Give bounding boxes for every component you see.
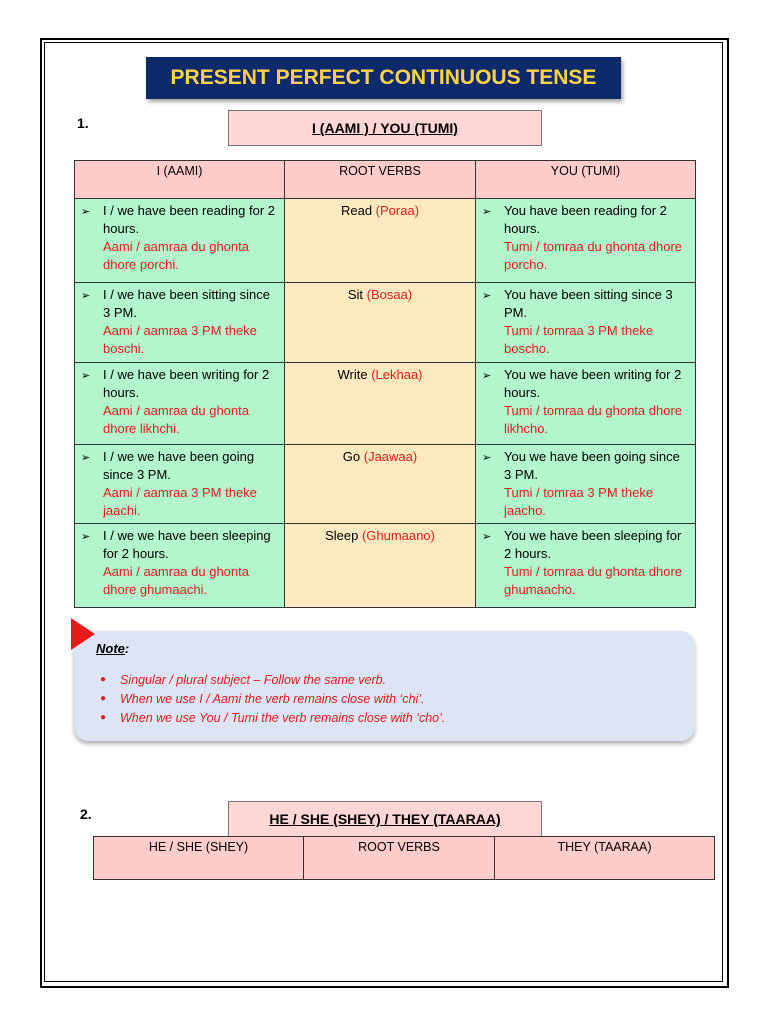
root-verb: Sleep [325, 528, 359, 543]
english-sentence: You have been sitting since 3 PM. [504, 287, 673, 320]
root-verb-bangla: (Poraa) [375, 203, 420, 218]
you-cell [476, 524, 696, 608]
note-title: Note: [96, 641, 130, 656]
arrow-bullet-icon: ➢ [482, 370, 492, 382]
section-2-heading: HE / SHE (SHEY) / THEY (TAARAA) [228, 801, 542, 837]
english-sentence: I / we have been reading for 2 hours. [103, 203, 276, 236]
page-title: PRESENT PERFECT CONTINUOUS TENSE [146, 57, 621, 99]
i-cell [75, 199, 285, 283]
arrow-bullet-icon: ➢ [81, 452, 91, 464]
section-1-heading: I (AAMI ) / YOU (TUMI) [228, 110, 542, 146]
english-sentence: You we have been writing for 2 hours. [504, 367, 682, 400]
bangla-sentence: Tumi / tomraa du ghonta dhore likhcho. [504, 403, 683, 436]
root-verb-bangla: (Bosaa) [366, 287, 413, 302]
root-verb-bangla: (Ghumaano) [361, 528, 435, 543]
root-verb: Read [340, 203, 373, 218]
english-sentence: You have been reading for 2 hours. [504, 203, 667, 236]
table-row [75, 199, 696, 283]
i-cell [75, 363, 285, 445]
section-1-table [74, 160, 696, 608]
bangla-sentence: Tumi / tomraa 3 PM theke jaacho. [504, 485, 654, 518]
english-sentence: You we have been going since 3 PM. [504, 449, 680, 482]
root-verb-bangla: (Lekhaa) [371, 367, 423, 382]
table-row [75, 524, 696, 608]
section-2-number: 2. [80, 806, 92, 822]
table-header-row [94, 837, 715, 880]
table-row [75, 363, 696, 445]
bangla-sentence: Tumi / tomraa du ghonta dhore porcho. [504, 239, 683, 272]
note-list [100, 670, 445, 727]
root-verb-cell [285, 524, 476, 608]
root-verb: Sit [347, 287, 363, 302]
arrow-bullet-icon: ➢ [81, 370, 91, 382]
root-verb-cell [285, 363, 476, 445]
you-cell [476, 283, 696, 363]
note-item: ● When we use I / Aami the verb remains close with ‘chi’. [100, 691, 425, 706]
bullet-dot-icon: ● [100, 712, 107, 723]
table-header-row [75, 161, 696, 199]
english-sentence: I / we we have been going since 3 PM. [103, 449, 255, 482]
column-header-i: I (AAMI) [75, 161, 285, 199]
column-header-root-verbs: ROOT VERBS [304, 837, 495, 880]
arrow-bullet-icon: ➢ [81, 206, 91, 218]
root-verb-cell [285, 199, 476, 283]
note-item: ● When we use You / Tumi the verb remains close with ‘cho’. [100, 710, 446, 725]
bangla-sentence: Tumi / tomraa du ghonta dhore ghumaacho. [504, 564, 683, 597]
i-cell [75, 283, 285, 363]
bangla-sentence: Tumi / tomraa 3 PM theke boscho. [504, 323, 654, 356]
bangla-sentence: Aami / aamraa du ghonta dhore likhchi. [103, 403, 249, 436]
arrow-bullet-icon: ➢ [482, 206, 492, 218]
english-sentence: I / we have been sitting since 3 PM. [103, 287, 270, 320]
column-header-he-she: HE / SHE (SHEY) [94, 837, 304, 880]
arrow-bullet-icon: ➢ [81, 531, 91, 543]
section-2-table [93, 836, 715, 880]
root-verb-bangla: (Jaawaa) [363, 449, 418, 464]
english-sentence: I / we have been writing for 2 hours. [103, 367, 270, 400]
you-cell [476, 199, 696, 283]
arrow-bullet-icon: ➢ [482, 452, 492, 464]
root-verb-cell [285, 283, 476, 363]
root-verb: Go [342, 449, 361, 464]
arrow-bullet-icon: ➢ [81, 290, 91, 302]
bangla-sentence: Aami / aamraa du ghonta dhore porchi. [103, 239, 249, 272]
english-sentence: I / we we have been sleeping for 2 hours. [103, 528, 271, 561]
i-cell [75, 524, 285, 608]
table-row [75, 445, 696, 524]
bullet-dot-icon: ● [100, 693, 107, 704]
table-row [75, 283, 696, 363]
arrow-bullet-icon: ➢ [482, 290, 492, 302]
arrow-bullet-icon: ➢ [482, 531, 492, 543]
you-cell [476, 363, 696, 445]
bangla-sentence: Aami / aamraa 3 PM theke boschi. [103, 323, 257, 356]
red-flag-icon [71, 618, 95, 650]
root-verb: Write [337, 367, 368, 382]
column-header-they: THEY (TAARAA) [495, 837, 715, 880]
you-cell [476, 445, 696, 524]
i-cell [75, 445, 285, 524]
bangla-sentence: Aami / aamraa du ghonta dhore ghumaachi. [103, 564, 249, 597]
column-header-you: YOU (TUMI) [476, 161, 696, 199]
column-header-root-verbs: ROOT VERBS [285, 161, 476, 199]
root-verb-cell [285, 445, 476, 524]
section-1-number: 1. [77, 115, 89, 131]
english-sentence: You we have been sleeping for 2 hours. [504, 528, 682, 561]
bullet-dot-icon: ● [100, 674, 107, 685]
note-item: ● Singular / plural subject – Follow the same verb. [100, 672, 387, 687]
bangla-sentence: Aami / aamraa 3 PM theke jaachi. [103, 485, 257, 518]
